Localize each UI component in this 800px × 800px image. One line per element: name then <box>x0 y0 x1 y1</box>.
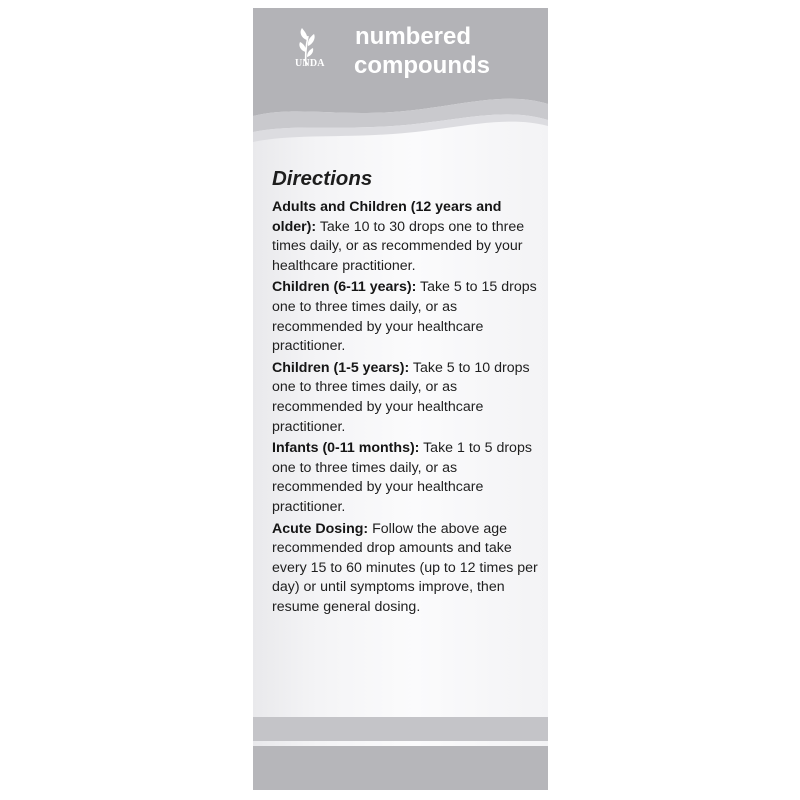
bottom-stripe <box>253 717 548 741</box>
direction-text: Take 5 to 10 drops one to three times daily, or as recommended by your healthcare practitioner. <box>272 359 530 435</box>
bottom-band <box>253 746 548 790</box>
directions-heading: Directions <box>272 167 373 190</box>
brand-logo-text: UNDA <box>295 58 325 69</box>
product-name-line-1: numbered <box>355 23 472 50</box>
product-name-line-2: compounds <box>354 52 490 79</box>
direction-infants <box>272 439 542 517</box>
direction-text: Follow the above age recommended drop amounts and take every 15 to 60 minutes (up to 12 times per day) or until symptoms improve, then resume general dosing. <box>272 520 538 615</box>
direction-label: Acute Dosing: <box>272 520 369 537</box>
directions-section <box>272 166 542 619</box>
direction-children-1-5 <box>272 359 542 437</box>
direction-text: Take 10 to 30 drops one to three times daily, or as recommended by your healthcare practitioner. <box>272 218 525 274</box>
direction-label: Children (6-11 years): <box>272 279 417 296</box>
direction-adults <box>272 198 542 276</box>
direction-label: Adults and Children (12 years and older): <box>272 199 502 235</box>
product-label-panel <box>253 8 548 790</box>
direction-text: Take 1 to 5 drops one to three times daily, or as recommended by your healthcare practitioner. <box>272 440 532 515</box>
direction-children-6-11 <box>272 278 542 356</box>
direction-acute-dosing <box>272 520 542 618</box>
direction-label: Children (1-5 years): <box>272 359 410 376</box>
direction-text: Take 5 to 15 drops one to three times daily, or as recommended by your healthcare practitioner. <box>272 279 537 355</box>
direction-label: Infants (0-11 months): <box>272 440 420 457</box>
